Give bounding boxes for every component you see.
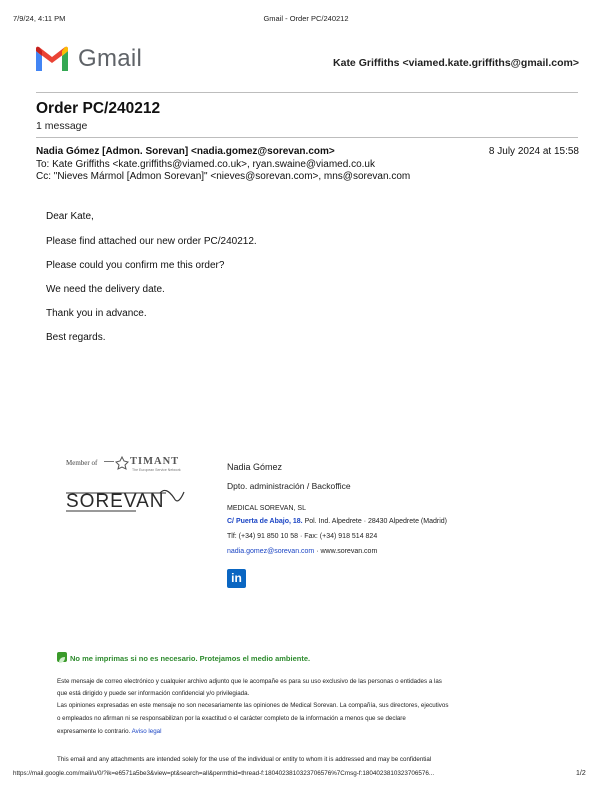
disclaimer-line: o empleados no afirman ni se responsabilizan por la exactitud o el carácter completo de la información a menos que se declare [57,715,406,722]
message-count: 1 message [36,120,88,132]
body-line: Please find attached our new order PC/240212. [46,236,257,247]
body-line: We need the delivery date. [46,284,165,295]
eco-notice: No me imprimas si no es necesario. Protejamos el medio ambiente. [70,654,311,663]
body-line: Dear Kate, [46,211,94,222]
header-divider [36,92,578,93]
signature-name: Nadia Gómez [227,462,283,472]
signature-email-link[interactable]: nadia.gomez@sorevan.com [227,548,315,555]
leaf-icon [57,652,67,662]
gmail-wordmark: Gmail [78,45,143,72]
print-datetime: 7/9/24, 4:11 PM [13,14,66,23]
subject-divider [36,137,578,138]
disclaimer-english: This email and any attachments are intended solely for the use of the individual or entity to whom it is addressed and may be confidential [57,756,432,763]
linkedin-icon[interactable]: in [227,569,246,588]
print-title: Gmail - Order PC/240212 [263,14,349,23]
signature-address: C/ Puerta de Abajo, 18. Pol. Ind. Alpedrete · 28430 Alpedrete (Madrid) [227,518,447,525]
recipients-cc: Cc: "Nieves Mármol [Admon Sorevan]" <nieves@sorevan.com>, mns@sorevan.com [36,171,411,182]
account-label: Kate Griffiths <viamed.kate.griffiths@gmail.com> [333,57,579,69]
email-subject: Order PC/240212 [36,100,161,117]
legal-notice-link[interactable]: Aviso legal [131,728,162,735]
message-date: 8 July 2024 at 15:58 [488,146,579,157]
signature-contacts: nadia.gomez@sorevan.com · www.sorevan.com [227,548,378,555]
print-url: https://mail.google.com/mail/u/0/?ik=e6571a5be3&view=pt&search=all&permthid=thread-f:1804023810323706576%7Cmsg-f:1804023810323706576... [13,770,435,777]
signature-company: MEDICAL SOREVAN, SL [227,505,306,512]
body-line: Best regards. [46,332,106,343]
disclaimer-line: que está dirigido y puede ser información confidencial y/o privilegiada. [57,690,250,697]
sorevan-logo: SOREVAN [66,484,198,518]
disclaimer-line: Este mensaje de correo electrónico y cualquier archivo adjunto que le acompañe es para su uso exclusivo de las personas o entidades a las [57,678,442,685]
address-link[interactable]: C/ Puerta de Abajo, 18. [227,518,303,525]
page-number: 1/2 [576,770,586,777]
body-line: Please could you confirm me this order? [46,260,225,271]
signature-phones: Tlf: (+34) 91 850 10 58 · Fax: (+34) 918 514 824 [227,533,378,540]
body-line: Thank you in advance. [46,308,147,319]
sender: Nadia Gómez [Admon. Sorevan] <nadia.gomez@sorevan.com> [36,146,335,157]
signature-role: Dpto. administración / Backoffice [227,481,351,491]
timant-logo: Member of TIMANT The European Service Network [66,456,181,472]
disclaimer-line-end: expresamente lo contrario. Aviso legal [57,728,162,735]
disclaimer-line: Las opiniones expresadas en este mensaje no son necesariamente las opiniones de Medical Sorevan. La compañía, sus directores, ejecutivos [57,702,449,709]
recipients-to: To: Kate Griffiths <kate.griffiths@viamed.co.uk>, ryan.swaine@viamed.co.uk [36,159,375,170]
gmail-m-icon [34,45,70,73]
